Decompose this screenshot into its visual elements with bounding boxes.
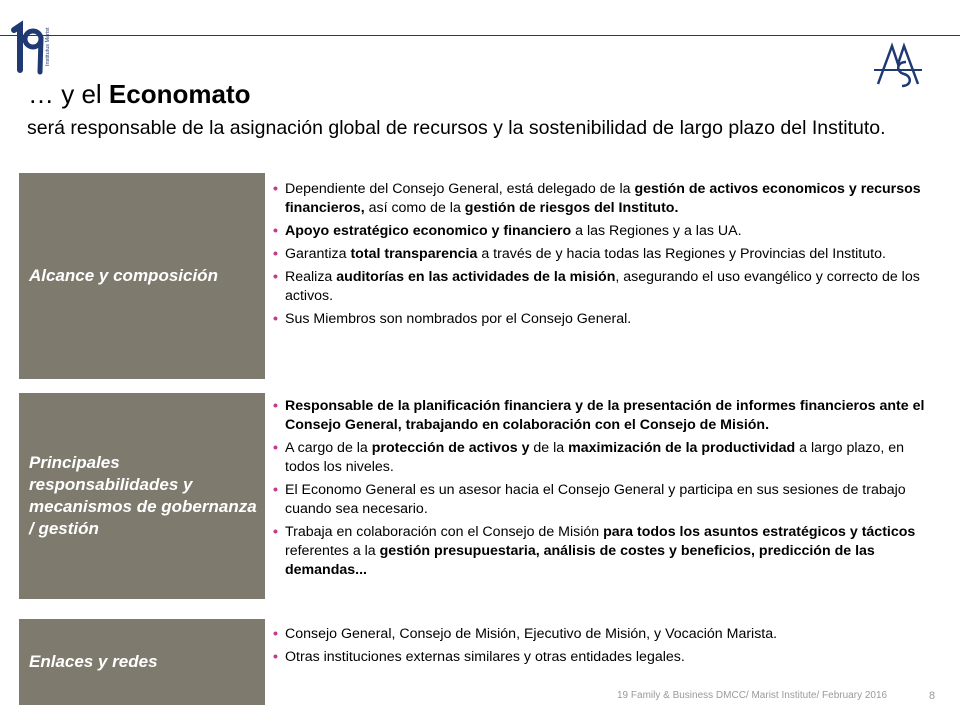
header-rule <box>0 35 960 36</box>
bullet-item: • Trabaja en colaboración con el Consejo de Misión para todos los asuntos estratégicos y tácticos referentes a la gestión presupuestaria, análisis de costes y beneficios, predicción de las demandas... <box>273 523 933 580</box>
bullet-item: • Dependiente del Consejo General, está delegado de la gestión de activos economicos y recursos financieros, así como de la gestión de riesgos del Instituto. <box>273 180 933 218</box>
section-label-alcance: Alcance y composición <box>19 173 265 379</box>
section-list-alcance <box>273 180 933 333</box>
bullet-item: • Garantiza total transparencia a través de y hacia todas las Regiones y Provincias del Instituto. <box>273 245 933 264</box>
bullet-item: • Realiza auditorías en las actividades de la misión, asegurando el uso evangélico y correcto de los activos. <box>273 268 933 306</box>
bullet-item: • Sus Miembros son nombrados por el Consejo General. <box>273 310 933 329</box>
bullet-item: • Responsable de la planificación financiera y de la presentación de informes financieros ante el Consejo General, trabajando en colaboración con el Consejo de Misión. <box>273 397 933 435</box>
bullet-item: • Apoyo estratégico economico y financiero a las Regiones y a las UA. <box>273 222 933 241</box>
page-subtitle: será responsable de la asignación global de recursos y la sostenibilidad de largo plazo del Instituto. <box>27 117 886 139</box>
page-number: 8 <box>929 690 936 702</box>
nineteen-logo <box>8 20 56 78</box>
marist-logo <box>872 40 924 88</box>
bullet-item: • A cargo de la protección de activos y de la maximización de la productividad a largo plazo, en todos los niveles. <box>273 439 933 477</box>
footer-text: 19 Family & Business DMCC/ Marist Institute/ February 2016 <box>617 690 888 701</box>
section-list-enlaces <box>273 625 933 671</box>
bullet-item: • Consejo General, Consejo de Misión, Ejecutivo de Misión, y Vocación Marista. <box>273 625 933 644</box>
section-list-responsabilidades <box>273 397 933 584</box>
section-label-enlaces: Enlaces y redes <box>19 619 265 705</box>
bullet-item: • El Economo General es un asesor hacia el Consejo General y participa en sus sesiones de trabajo cuando sea necesario. <box>273 481 933 519</box>
page-title: … y el Economato <box>28 79 251 109</box>
bullet-item: • Otras instituciones externas similares y otras entidades legales. <box>273 648 933 667</box>
section-label-responsabilidades: Principales responsabilidades y mecanismos de gobernanza / gestión <box>19 393 265 599</box>
logo-vertical-text: Institutus Marist <box>45 27 51 66</box>
